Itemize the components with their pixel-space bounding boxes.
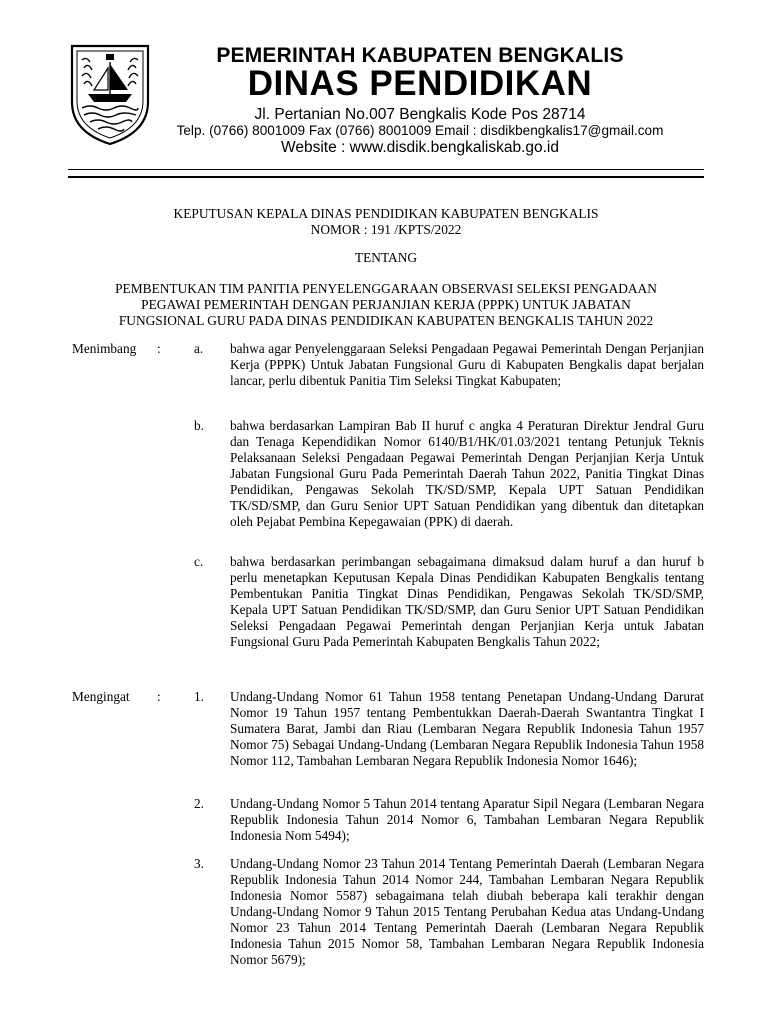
decree-number: NOMOR : 191 /KPTS/2022 <box>310 222 462 237</box>
decree-heading: KEPUTUSAN KEPALA DINAS PENDIDIKAN KABUPATEN BENGKALIS <box>173 206 599 221</box>
section-label-menimbang: Menimbang <box>72 341 137 356</box>
list-item-text: bahwa berdasarkan Lampiran Bab II huruf c angka 4 Peraturan Direktur Jendral Guru dan Tenaga Kependidikan Nomor 6140/B1/HK/01.03/2021 tentang Petunjuk Teknis Pelaksanaan Seleksi Pengadaan Pegawai Pemerintah Dengan Perjanjian Kerja Untuk Jabatan Fungsional Guru Pada Pemerintah Daerah Tahun 2022, Panitia Tingkat Dinas Pendidikan, Pengawas Sekolah TK/SD/SMP, Kepala UPT Satuan Pendidikan TK/SD/SMP, dan Guru Senior UPT Satuan Pendidikan yang dibentuk dan ditetapkan oleh Pejabat Pembina Kepegawaian (PPK) di daerah. <box>230 418 704 529</box>
bengkalis-coat-of-arms-icon <box>66 40 154 148</box>
section-colon: : <box>157 689 161 704</box>
list-item-text: bahwa berdasarkan perimbangan sebagaimana dimaksud dalam huruf a dan huruf b perlu menetapkan Keputusan Kepala Dinas Pendidikan Kabupaten Bengkalis tentang Pembentukan Panitia Tingkat Dinas Pendidikan, Pengawas Sekolah TK/SD/SMP, Kepala UPT Satuan Pendidikan TK/SD/SMP, dan Guru Senior UPT Satuan Pendidikan Seleksi Pengadaan Pegawai Pemerintah dengan Perjanjian Kerja untuk Jabatan Fungsional Guru Pada Pemerintah Kabupaten Bengkalis Tahun 2022; <box>230 554 704 649</box>
list-marker: 2. <box>194 796 204 811</box>
section-label-mengingat: Mengingat <box>72 689 130 704</box>
list-marker: c. <box>194 554 204 569</box>
section-colon: : <box>157 341 161 356</box>
letterhead-contact: Telp. (0766) 8001009 Fax (0766) 8001009 Email : disdikbengkalis17@gmail.com <box>176 123 664 138</box>
letterhead-divider-thin <box>68 169 704 170</box>
letterhead-address: Jl. Pertanian No.007 Bengkalis Kode Pos 28714 <box>254 106 586 123</box>
list-item-text: bahwa agar Penyelenggaraan Seleksi Pengadaan Pegawai Pemerintah Dengan Perjanjian Kerja (PPPK) Untuk Jabatan Fungsional Guru di Kabupaten Bengkalis dapat berjalan lancar, perlu dibentuk Panitia Tim Seleksi Tingkat Kabupaten; <box>230 341 704 388</box>
list-marker: 1. <box>194 689 204 704</box>
letterhead-department: DINAS PENDIDIKAN <box>247 64 593 103</box>
letterhead-divider-thick <box>68 176 704 178</box>
decree-about: TENTANG <box>354 250 418 265</box>
letterhead-website: Website : www.disdik.bengkaliskab.go.id <box>281 139 559 156</box>
list-marker: 3. <box>194 856 204 871</box>
decree-subject-line: FUNGSIONAL GURU PADA DINAS PENDIDIKAN KABUPATEN BENGKALIS TAHUN 2022 <box>118 313 654 328</box>
decree-subject-line: PEGAWAI PEMERINTAH DENGAN PERJANJIAN KERJA (PPPK) UNTUK JABATAN <box>141 297 631 312</box>
letterhead-government: PEMERINTAH KABUPATEN BENGKALIS <box>216 44 624 67</box>
decree-subject-line: PEMBENTUKAN TIM PANITIA PENYELENGGARAAN OBSERVASI SELEKSI PENGADAAN <box>115 281 657 296</box>
list-marker: a. <box>194 341 204 356</box>
list-item-text: Undang-Undang Nomor 5 Tahun 2014 tentang Aparatur Sipil Negara (Lembaran Negara Republik Indonesia Tahun 2014 Nomor 6, Tambahan Lembaran Negara Republik Indonesia Nom 5494); <box>230 796 704 843</box>
list-item-text: Undang-Undang Nomor 61 Tahun 1958 tentang Penetapan Undang-Undang Darurat Nomor 19 Tahun 1957 tentang Pembentukkan Daerah-Daerah Swantantra Tingkat I Sumatera Barat, Jambi dan Riau (Lembaran Negara Republik Indonesia Tahun 1957 Nomor 75) Sebagai Undang-Undang (Lembaran Negara Republik Indonesia Tahun 1958 Nomor 112, Tambahan Lembaran Negara Republik Indonesia Nomor 1646); <box>230 689 704 768</box>
list-item-text: Undang-Undang Nomor 23 Tahun 2014 Tentang Pemerintah Daerah (Lembaran Negara Republik Indonesia Tahun 2014 Nomor 244, Tambahan Lembaran Negara Republik Indonesia Nomor 5587) sebagaimana telah diubah beberapa kali terakhir dengan Undang-Undang Nomor 9 Tahun 2015 Tentang Perubahan Kedua atas Undang-Undang Nomor 23 Tahun 2014 Tentang Pemerintah Daerah (Lembaran Negara Republik Indonesia Tahun 2015 Nomor 58, Tambahan Lembaran Negara Republik Indonesia Nomor 5679); <box>230 856 704 967</box>
list-marker: b. <box>194 418 204 433</box>
